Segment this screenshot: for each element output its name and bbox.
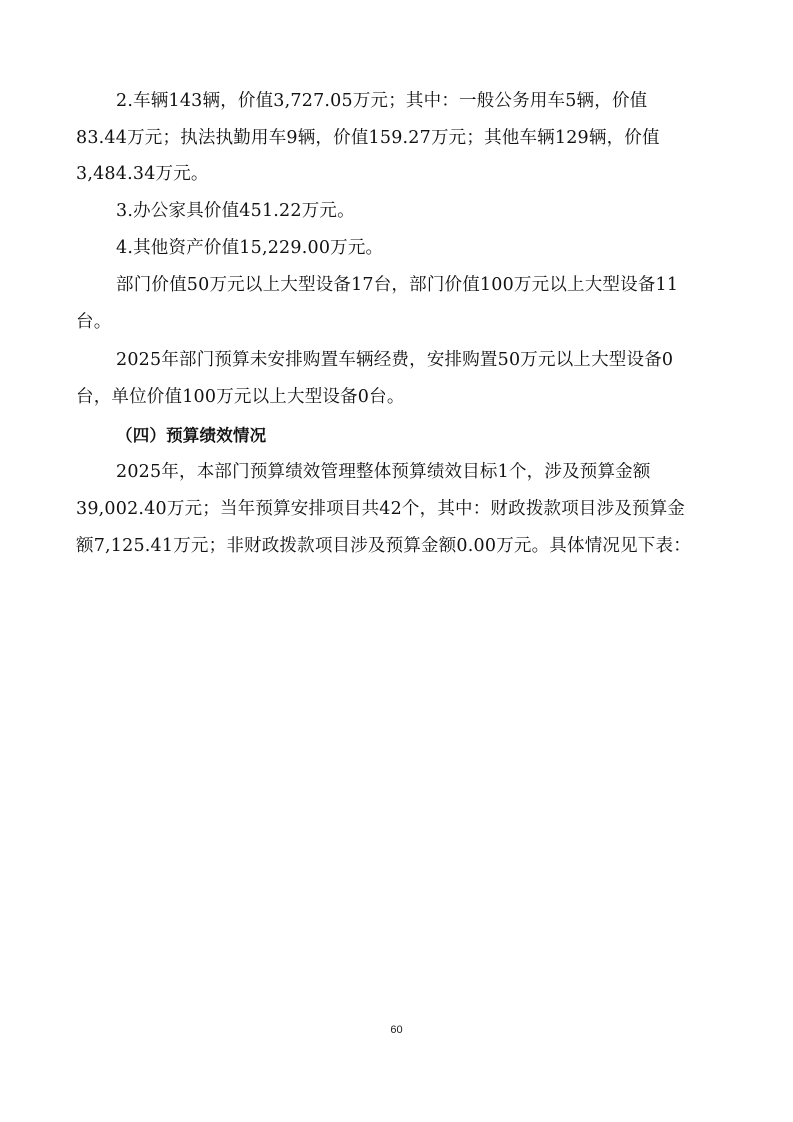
vehicles-line-3: 3,484.34万元。 (76, 164, 209, 184)
large-equipment-line-1: 部门价值50万元以上大型设备17台，部门价值100万元以上大型设备11 (116, 275, 679, 295)
performance-line-1: 2025年，本部门预算绩效管理整体预算绩效目标1个，涉及预算金额 (116, 462, 651, 482)
vehicles-line-2: 83.44万元；执法执勤用车9辆，价值159.27万元；其他车辆129辆，价值 (76, 128, 660, 148)
budget-2025-line-1: 2025年部门预算未安排购置车辆经费，安排购置50万元以上大型设备0 (116, 350, 674, 370)
vehicles-line-1: 2.车辆143辆，价值3,727.05万元；其中：一般公务用车5辆，价值 (116, 91, 648, 111)
large-equipment-line-2: 台。 (76, 312, 112, 332)
budget-2025-line-2: 台，单位价值100万元以上大型设备0台。 (76, 387, 405, 407)
performance-line-2: 39,002.40万元；当年预算安排项目共42个，其中：财政拨款项目涉及预算金 (76, 499, 686, 519)
other-assets-paragraph: 4.其他资产价值15,229.00万元。 (116, 238, 384, 258)
section-heading: （四）预算绩效情况 (116, 426, 267, 445)
page-number: 60 (390, 1024, 403, 1036)
performance-line-3: 额7,125.41万元；非财政拨款项目涉及预算金额0.00万元。具体情况见下表： (76, 536, 691, 556)
furniture-paragraph: 3.办公家具价值451.22万元。 (116, 201, 355, 221)
